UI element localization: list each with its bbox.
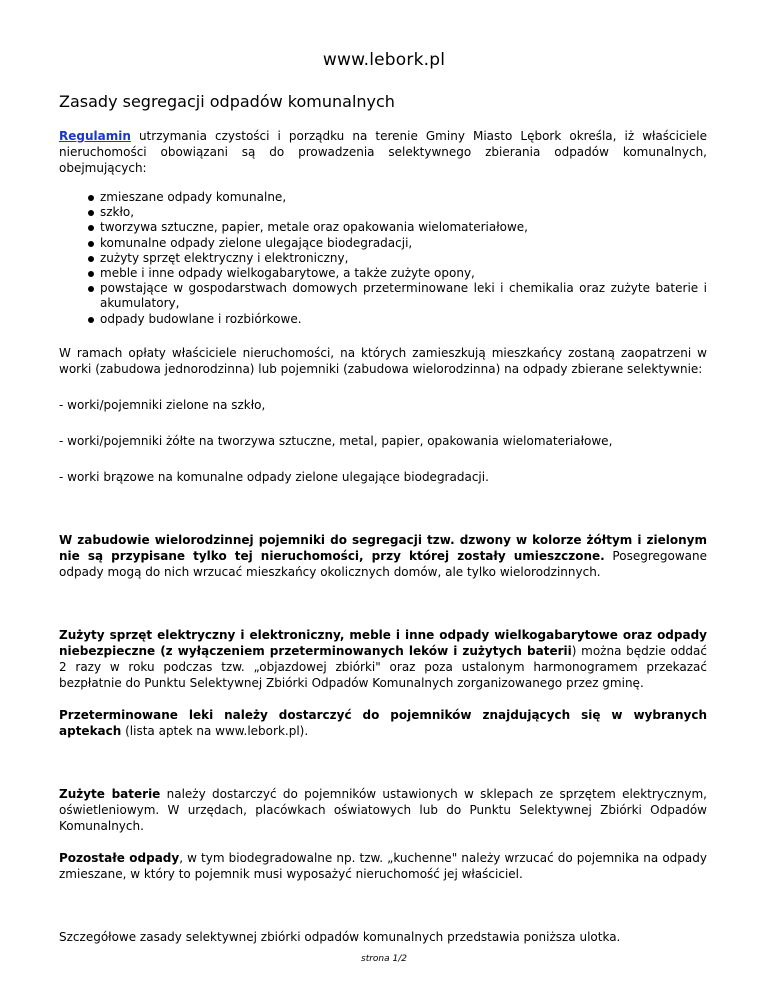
document-body	[59, 128, 707, 945]
waste-list	[59, 190, 707, 327]
list-item: zmieszane odpady komunalne,	[100, 190, 707, 205]
bulky-bold: Zużyty sprzęt elektryczny i elektroniczny, meble i inne odpady wielkogabarytowe oraz odpady niebezpieczne (z wyłączeniem przeterminowanych leków i zużytych baterii	[59, 627, 707, 658]
batteries-paragraph	[59, 786, 707, 834]
page-title: Zasady segregacji odpadów komunalnych	[59, 92, 395, 111]
list-item: zużyty sprzęt elektryczny i elektroniczny,	[100, 251, 707, 266]
intro-paragraph	[59, 128, 707, 176]
bins-brown: - worki brązowe na komunalne odpady zielone ulegające biodegradacji.	[59, 469, 489, 484]
other-text: , w tym biodegradowalne np. tzw. „kuchenne" należy wrzucać do pojemnika na odpady zmieszane, w który to pojemnik musi wyposażyć nieruchomość jej właściciel.	[59, 850, 707, 881]
list-item: komunalne odpady zielone ulegające biodegradacji,	[100, 236, 707, 251]
bins-yellow: - worki/pojemniki żółte na tworzywa sztuczne, metal, papier, opakowania wielomateriałowe,	[59, 433, 613, 448]
multi-family-text: Posegregowane odpady mogą do nich wrzucać mieszkańcy okolicznych domów, ale tylko wielorodzinnych.	[59, 548, 708, 579]
bins-green: - worki/pojemniki zielone na szkło,	[59, 397, 266, 412]
medicines-bold: Przeterminowane leki należy dostarczyć do pojemników znajdujących się w wybranych aptekach	[59, 707, 707, 738]
list-item: szkło,	[100, 205, 707, 220]
list-item: meble i inne odpady wielkogabarytowe, a także zużyte opony,	[100, 266, 707, 281]
page-number: strona 1/2	[361, 954, 407, 964]
details-paragraph: Szczegółowe zasady selektywnej zbiórki odpadów komunalnych przedstawia poniższa ulotka.	[59, 929, 621, 944]
bulky-text: ) można będzie oddać 2 razy w roku podczas tzw. „objazdowej zbiórki" oraz poza ustalonym harmonogramem przekazać bezpłatnie do Punktu Selektywnej Zbiórki Odpadów Komunalnych zorganizowanego przez gminę.	[59, 643, 708, 690]
site-header: www.lebork.pl	[322, 50, 446, 70]
medicines-paragraph	[59, 707, 707, 739]
list-item: odpady budowlane i rozbiórkowe.	[100, 312, 707, 327]
batteries-bold: Zużyte baterie	[59, 786, 161, 801]
bulky-paragraph	[59, 627, 707, 691]
intro-text: utrzymania czystości i porządku na terenie Gminy Miasto Lębork określa, iż właściciele nieruchomości obowiązani są do prowadzenia selektywnego zbierania odpadów komunalnych, obejmujących:	[59, 129, 707, 175]
medicines-text: (lista aptek na www.lebork.pl).	[121, 723, 309, 738]
list-item: tworzywa sztuczne, papier, metale oraz opakowania wielomateriałowe,	[100, 220, 707, 235]
fee-paragraph: W ramach opłaty właściciele nieruchomości, na których zamieszkują mieszkańcy zostaną zaopatrzeni w worki (zabudowa jednorodzinna) lub pojemniki (zabudowa wielorodzinna) na odpady zbierane selektywnie:	[59, 345, 707, 376]
multi-family-paragraph	[59, 532, 707, 580]
other-paragraph	[59, 850, 707, 882]
batteries-text: należy dostarczyć do pojemników ustawionych w sklepach ze sprzętem elektrycznym, oświetleniowym. W urzędach, placówkach oświatowych lub do Punktu Selektywnej Zbiórki Odpadów Komunalnych.	[59, 786, 707, 833]
other-bold: Pozostałe odpady	[59, 850, 180, 865]
regulamin-link[interactable]: Regulamin	[59, 129, 131, 143]
multi-family-bold: W zabudowie wielorodzinnej pojemniki do segregacji tzw. dzwony w kolorze żółtym i zielonym nie są przypisane tylko tej nieruchomości, przy której zostały umieszczone.	[59, 532, 707, 563]
list-item: powstające w gospodarstwach domowych przeterminowane leki i chemikalia oraz zużyte baterie i akumulatory,	[100, 281, 707, 311]
